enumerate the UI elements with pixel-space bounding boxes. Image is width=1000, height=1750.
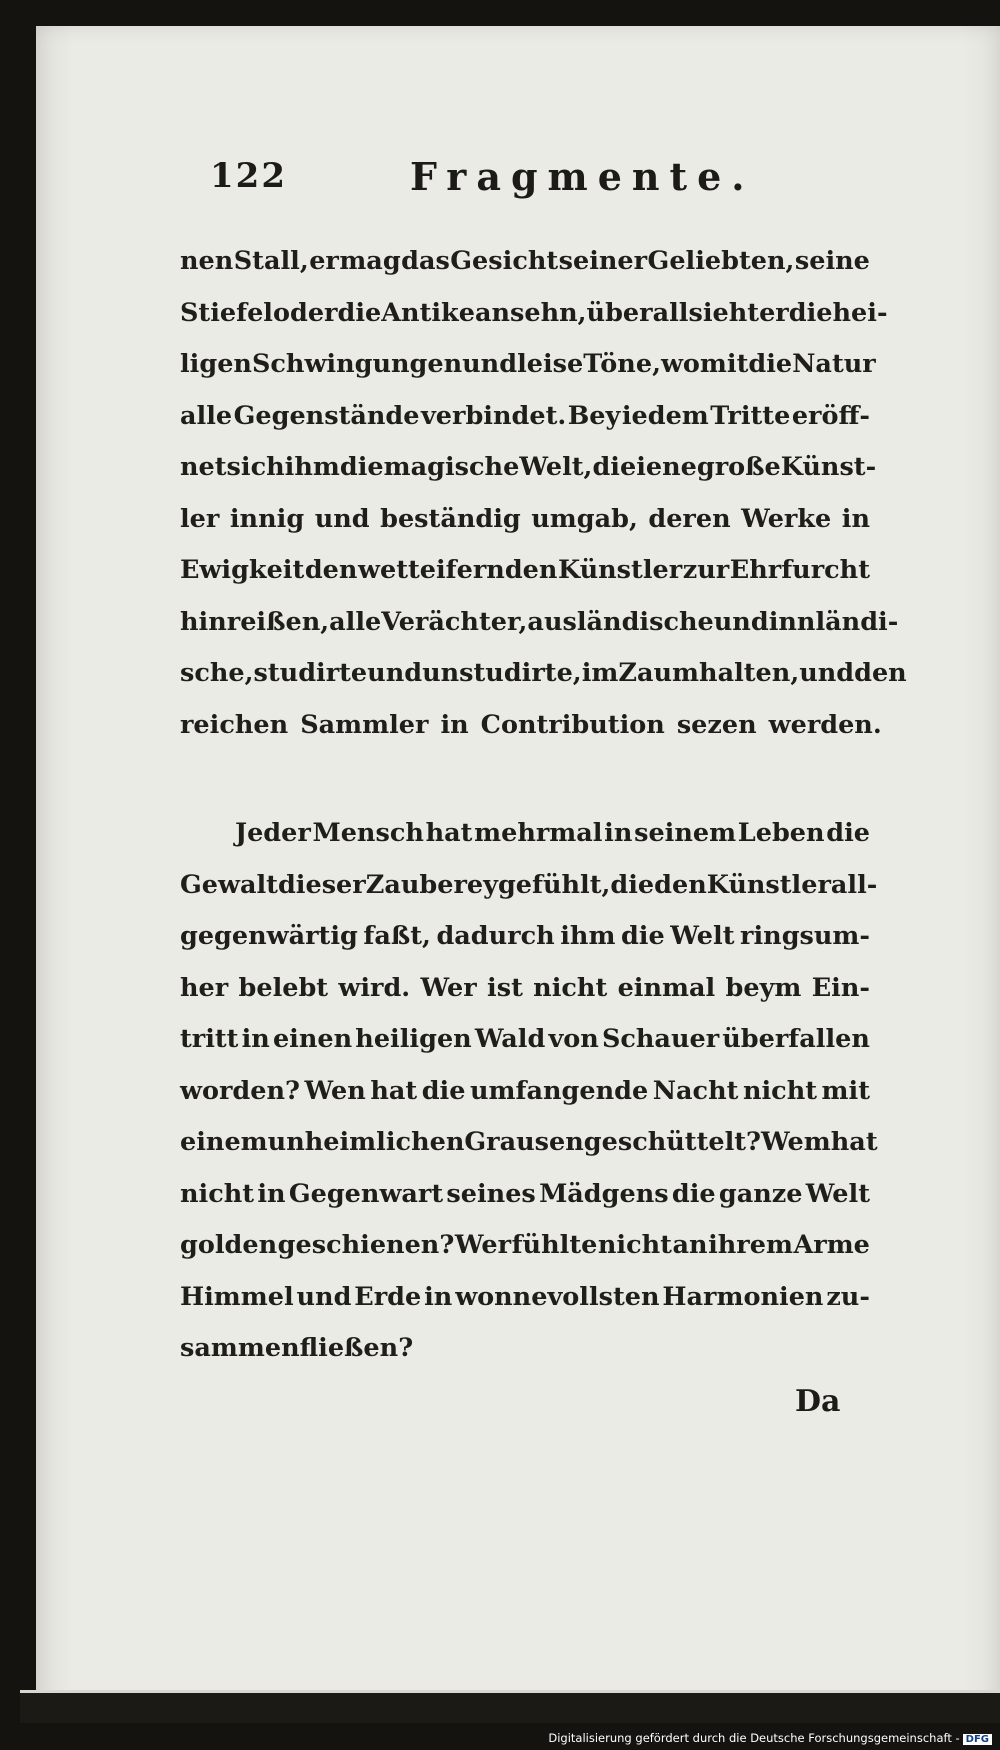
text-line: tritt in einen heiligen Wald von Schauer überfallen: [180, 1024, 870, 1054]
dfg-logo: DFG: [963, 1734, 992, 1745]
text-line: sche, studirte und unstudirte, im Zaum halten, und den: [180, 658, 907, 688]
page-number: 122: [210, 156, 287, 196]
text-line: nen Stall, er mag das Gesicht seiner Geliebten, seine: [180, 246, 870, 276]
text-line: Stiefel oder die Antike ansehn, überall sieht er die hei-: [180, 297, 888, 328]
text-line: ler innig und beständig umgab, deren Werke in: [180, 503, 870, 534]
text-line: gegenwärtig faßt, dadurch ihm die Welt ringsum-: [180, 921, 870, 951]
text-line: her belebt wird. Wer ist nicht einmal beym Ein-: [180, 972, 870, 1003]
text-line: net sich ihm die magische Welt, die iene große Künst-: [180, 452, 877, 482]
paragraph-2: [180, 808, 878, 1375]
text-line: Jeder Mensch hat mehrmal in seinem Leben die: [235, 818, 870, 848]
page-bottom-edge: [20, 1690, 1000, 1723]
text-line: reichen Sammler in Contribution sezen werden.: [180, 709, 882, 740]
page-header: [210, 148, 810, 208]
text-line: hinreißen, alle Verächter, ausländische und innländi-: [180, 606, 899, 637]
text-line: einem unheimlichen Grausen geschüttelt? Wem hat: [180, 1127, 878, 1157]
text-line: nicht in Gegenwart seines Mädgens die ganze Welt: [180, 1178, 870, 1209]
text-line: ligen Schwingungen und leise Töne, womit die Natur: [180, 349, 876, 379]
text-line: alle Gegenstände verbindet. Bey iedem Tritte eröff-: [180, 400, 870, 431]
text-line: worden? Wen hat die umfangende Nacht nicht mit: [180, 1075, 870, 1106]
text-line: Himmel und Erde in wonnevollsten Harmonien zu-: [180, 1281, 870, 1312]
catchword: Da: [795, 1384, 841, 1419]
text-line: Ewigkeit den wetteifernden Künstler zur Ehrfurcht: [180, 555, 870, 585]
text-line: golden geschienen? Wer fühlte nicht an ihrem Arme: [180, 1230, 870, 1260]
paragraph-1: [180, 236, 907, 751]
credit-text: Digitalisierung gefördert durch die Deutsche Forschungsgemeinschaft -: [548, 1731, 960, 1745]
text-line: sammenfließen?: [180, 1333, 414, 1363]
digitization-credit: [548, 1731, 992, 1745]
running-title: Fragmente.: [410, 154, 755, 199]
text-line: Gewalt dieser Zauberey gefühlt, die den Künstler all-: [180, 869, 878, 900]
